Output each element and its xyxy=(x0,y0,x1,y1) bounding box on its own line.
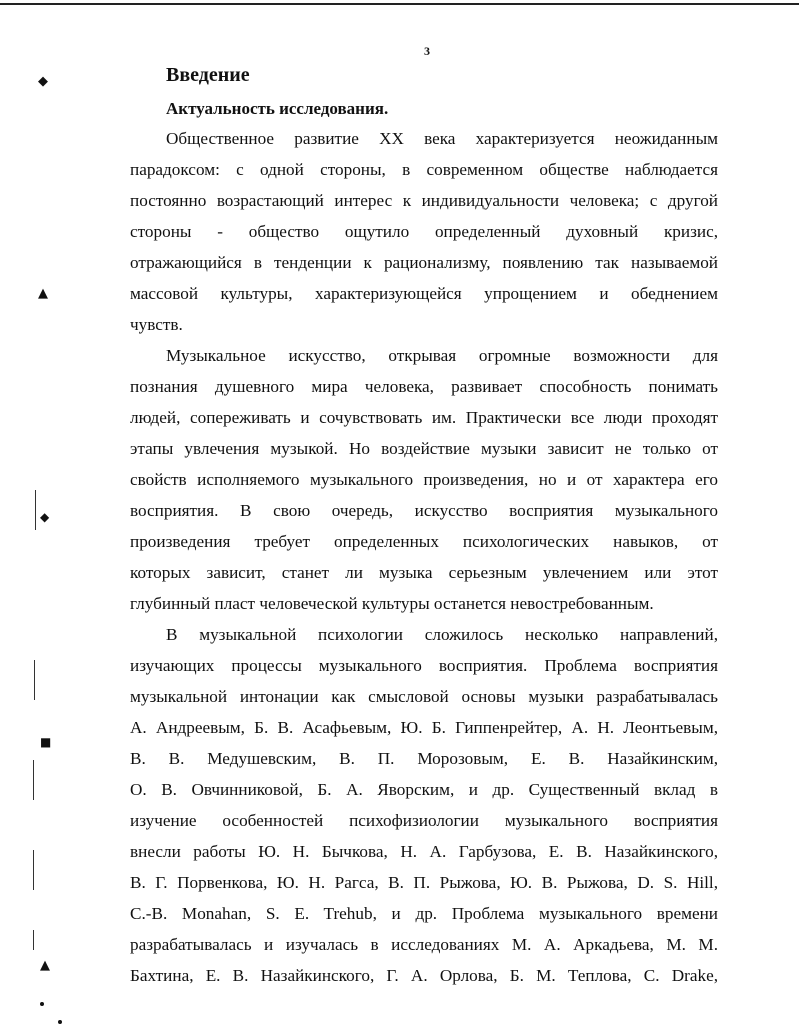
scan-edge-line xyxy=(33,930,34,950)
top-border-line xyxy=(0,3,799,5)
text-line: Общественное развитие XX века характеризуется неожиданным xyxy=(166,129,718,148)
text-line: внесли работы Ю. Н. Бычкова, Н. А. Гарбузова, Е. В. Назайкинского, xyxy=(130,842,718,861)
text-line: которых зависит, станет ли музыка серьезным увлечением или этот xyxy=(130,563,718,582)
text-line: постоянно возрастающий интерес к индивидуальности человека; с другой xyxy=(130,191,718,210)
text-line: глубинный пласт человеческой культуры останется невостребованным. xyxy=(130,594,654,613)
binding-hole-mark: ▲ xyxy=(38,286,48,301)
text-line: В музыкальной психологии сложилось несколько направлений, xyxy=(166,625,718,644)
text-line: парадоксом: с одной стороны, в современном обществе наблюдается xyxy=(130,160,718,179)
scan-edge-line xyxy=(33,850,34,890)
text-line: C.-B. Monahan, S. E. Trehub, и др. Проблема музыкального времени xyxy=(130,904,718,923)
text-line: В. В. Медушевским, В. П. Морозовым, Е. В. Назайкинским, xyxy=(130,749,718,768)
text-line: чувств. xyxy=(130,315,183,334)
text-line: Бахтина, Е. В. Назайкинского, Г. А. Орлова, Б. М. Теплова, C. Drake, xyxy=(130,966,718,985)
text-line: Музыкальное искусство, открывая огромные возможности для xyxy=(166,346,718,365)
scan-speck xyxy=(58,1020,62,1024)
text-line: музыкальной интонации как смысловой основы музыки разрабатывалась xyxy=(130,687,718,706)
text-line: А. Андреевым, Б. В. Асафьевым, Ю. Б. Гиппенрейтер, А. Н. Леонтьевым, xyxy=(130,718,718,737)
scan-edge-line xyxy=(35,490,36,530)
binding-hole-mark: ◆ xyxy=(38,74,48,89)
text-line: отражающийся в тенденции к рационализму, появлению так называемой xyxy=(130,253,718,272)
text-line: произведения требует определенных психологических навыков, от xyxy=(130,532,718,551)
scan-edge-line xyxy=(34,660,35,700)
section-heading: Введение xyxy=(166,64,250,86)
text-line: изучающих процессы музыкального восприятия. Проблема восприятия xyxy=(130,656,718,675)
text-line: людей, сопереживать и сочувствовать им. Практически все люди проходят xyxy=(130,408,718,427)
text-line: разрабатывалась и изучалась в исследованиях М. А. Аркадьева, М. М. xyxy=(130,935,718,954)
scan-speck xyxy=(40,1002,44,1006)
binding-hole-mark: ▲ xyxy=(40,958,50,973)
text-line: стороны - общество ощутило определенный духовный кризис, xyxy=(130,222,718,241)
scan-edge-line xyxy=(33,760,34,800)
text-line: изучение особенностей психофизиологии музыкального восприятия xyxy=(130,811,718,830)
text-line: этапы увлечения музыкой. Но воздействие музыки зависит не только от xyxy=(130,439,718,458)
binding-hole-mark: ■ xyxy=(40,735,52,749)
text-line: восприятия. В свою очередь, искусство восприятия музыкального xyxy=(130,501,718,520)
text-line: В. Г. Порвенкова, Ю. Н. Рагса, В. П. Рыжова, Ю. В. Рыжова, D. S. Hill, xyxy=(130,873,718,892)
subsection-heading: Актуальность исследования. xyxy=(166,99,389,118)
text-line: массовой культуры, характеризующейся упрощением и обеднением xyxy=(130,284,718,303)
text-line: познания душевного мира человека, развивает способность понимать xyxy=(130,377,718,396)
binding-hole-mark: ◆ xyxy=(40,510,50,524)
text-line: О. В. Овчинниковой, Б. А. Яворским, и др. Существенный вклад в xyxy=(130,780,718,799)
page-number: 3 xyxy=(424,44,430,58)
text-line: свойств исполняемого музыкального произведения, но и от характера его xyxy=(130,470,718,489)
